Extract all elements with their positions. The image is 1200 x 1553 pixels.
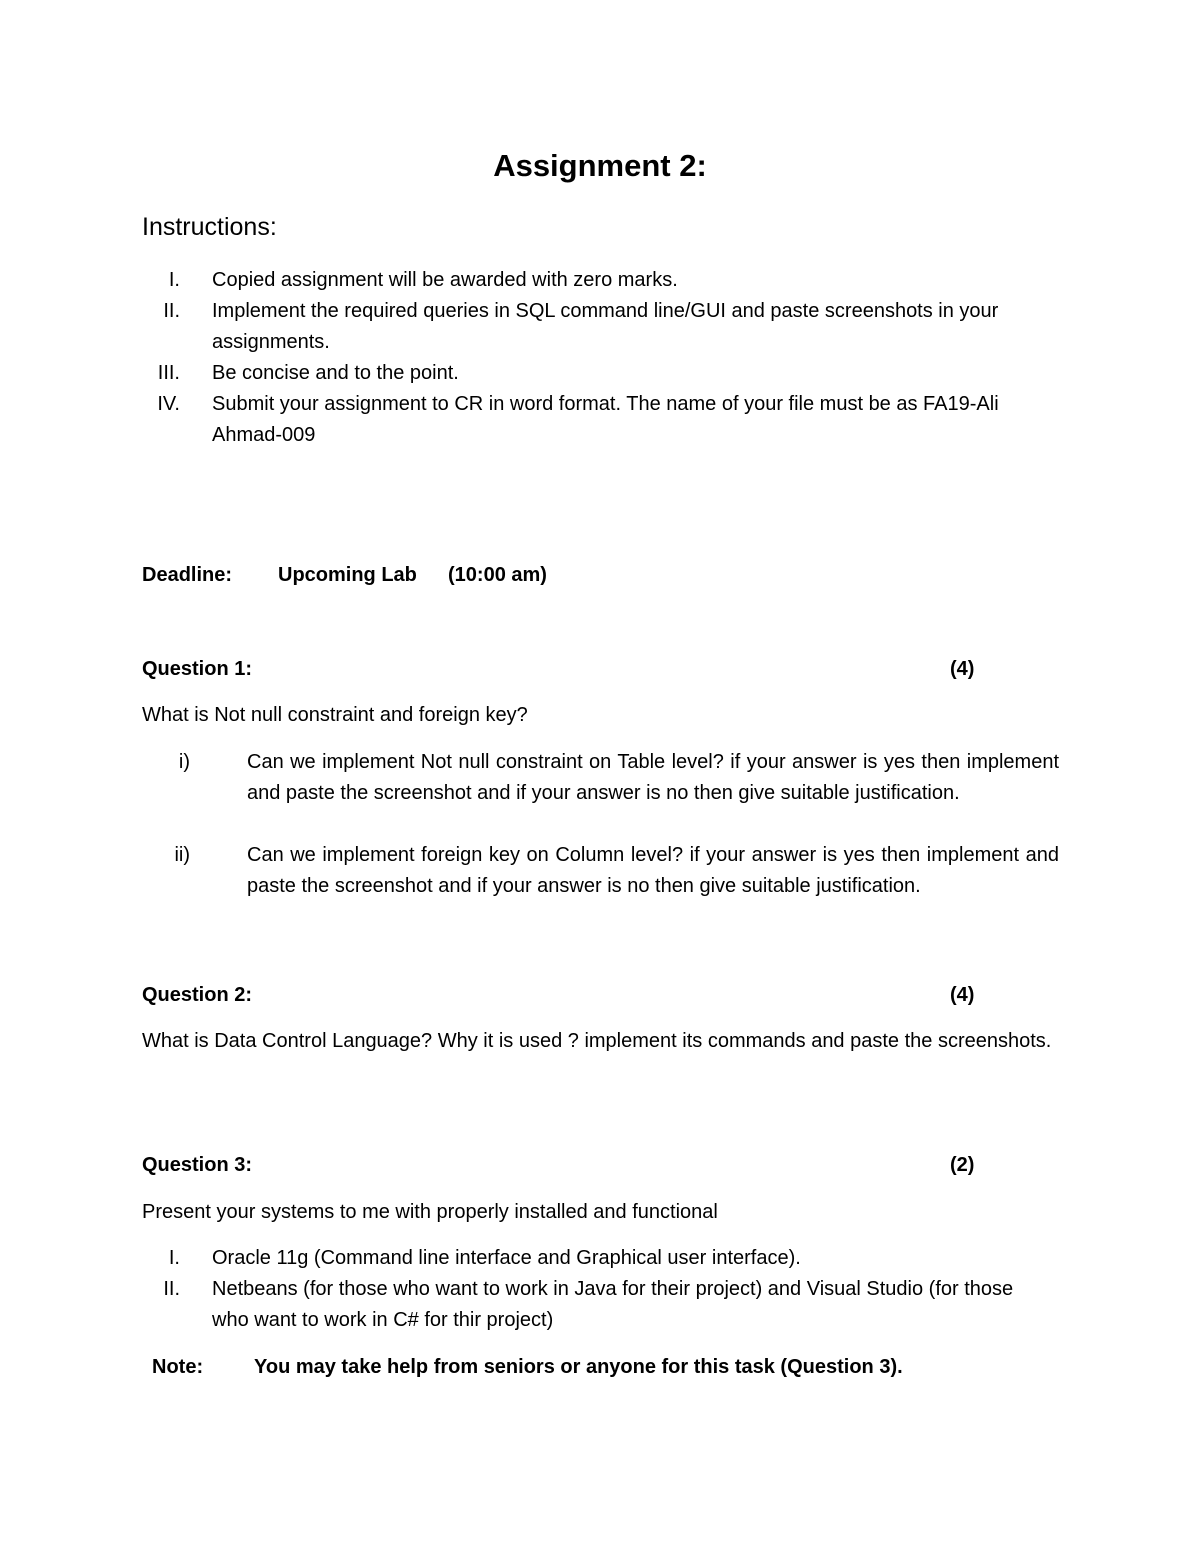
list-number: i) [178, 751, 190, 773]
list-number: I. [168, 269, 180, 291]
list-text: Be concise and to the point. [212, 362, 459, 384]
question-prompt: Present your systems to me with properly installed and functional [142, 1201, 718, 1223]
instructions-heading: Instructions: [142, 213, 277, 241]
list-number: ii) [174, 844, 190, 866]
list-number: IV. [157, 393, 180, 415]
question-heading: Question 1: [142, 658, 253, 680]
question-marks: (4) [950, 984, 975, 1006]
question-prompt: What is Not null constraint and foreign key? [142, 704, 528, 726]
list-text: Netbeans (for those who want to work in Java for their project) and Visual Studio (for those who want to work in C# for thir project) [212, 1278, 1014, 1331]
deadline-label: Deadline: [142, 564, 233, 586]
list-text: Submit your assignment to CR in word format. The name of your file must be as FA19-Ali Ahmad-009 [212, 393, 999, 446]
list-number: I. [168, 1247, 180, 1269]
list-text: Implement the required queries in SQL command line/GUI and paste screenshots in your assignments. [212, 300, 999, 353]
question-heading: Question 3: [142, 1154, 253, 1176]
question-marks: (2) [950, 1154, 975, 1176]
note-text: You may take help from seniors or anyone for this task (Question 3). [254, 1356, 903, 1378]
page-title: Assignment 2: [493, 148, 707, 183]
list-text: Oracle 11g (Command line interface and Graphical user interface). [212, 1247, 801, 1269]
deadline-value: Upcoming Lab [278, 564, 417, 586]
deadline-time: (10:00 am) [448, 564, 547, 586]
list-number: II. [163, 1278, 180, 1300]
list-number: III. [157, 362, 180, 384]
question-marks: (4) [950, 658, 975, 680]
note-label: Note: [152, 1356, 204, 1378]
list-number: II. [163, 300, 180, 322]
list-text: Copied assignment will be awarded with zero marks. [212, 269, 678, 291]
list-text: Can we implement Not null constraint on Table level? if your answer is yes then implement and paste the screenshot and if your answer is no then give suitable justification. [247, 751, 1059, 804]
question-heading: Question 2: [142, 984, 253, 1006]
list-text: Can we implement foreign key on Column level? if your answer is yes then implement and paste the screenshot and if your answer is no then give suitable justification. [247, 844, 1059, 897]
question-prompt: What is Data Control Language? Why it is used ? implement its commands and paste the screenshots. [142, 1030, 1052, 1052]
